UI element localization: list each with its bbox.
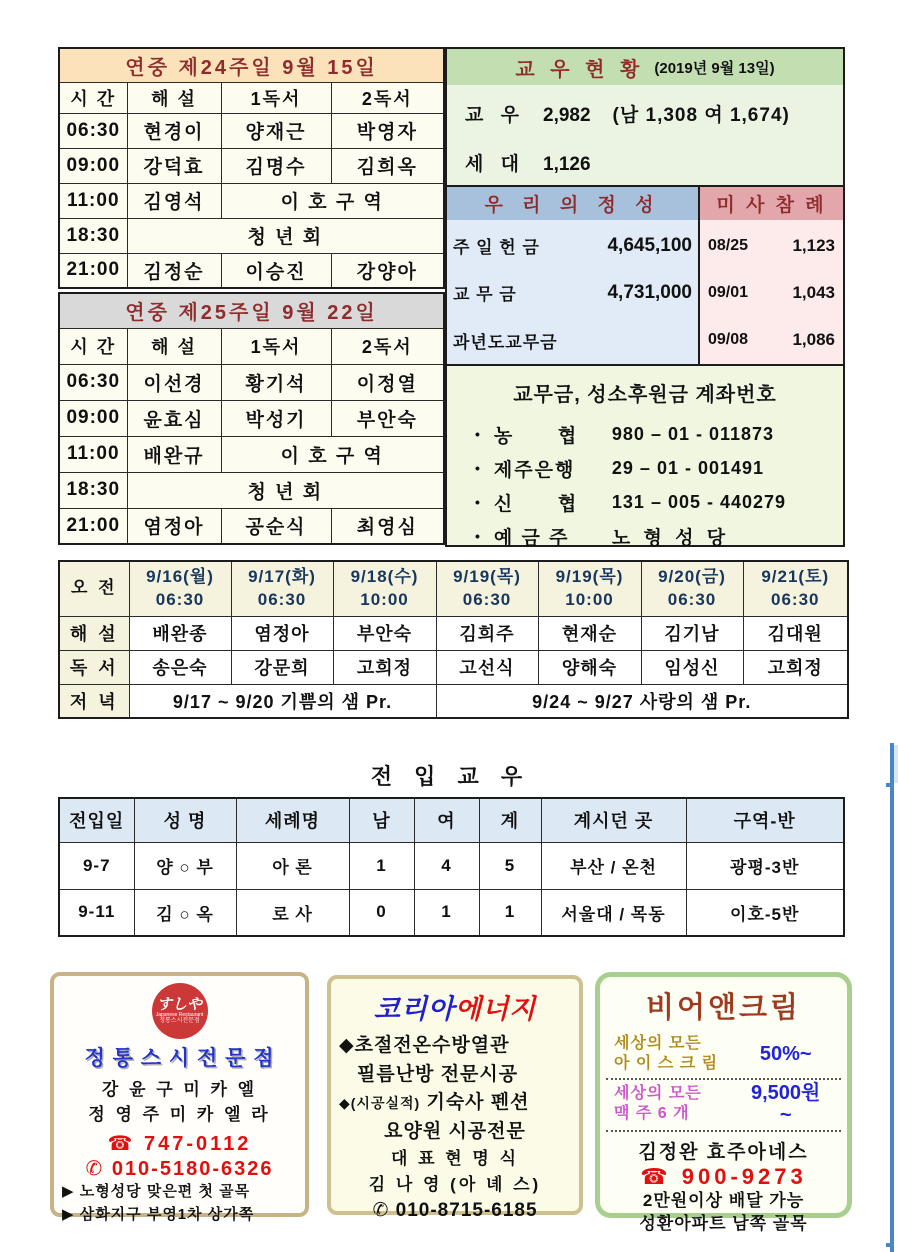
mass-time: 09:00 bbox=[59, 400, 127, 436]
beer-phone: ☎ 900-9273 bbox=[640, 1164, 807, 1189]
day-time: 10:00 bbox=[565, 589, 614, 609]
table-row bbox=[59, 889, 844, 936]
table-row bbox=[59, 684, 848, 718]
offering-label: 교 무 금 bbox=[453, 285, 517, 305]
bank-account-title: 교무금, 성소후원금 계좌번호 bbox=[513, 384, 777, 406]
col-header-reading1: 1독서 bbox=[221, 328, 331, 364]
parish-status-title: 교 우 현 황 bbox=[515, 58, 645, 81]
row-label-commentator: 해 설 bbox=[59, 616, 129, 650]
total-count: 5 bbox=[479, 842, 541, 889]
commentator-name: 배완종 bbox=[129, 616, 231, 650]
beer-price-tilde: ~ bbox=[779, 1104, 792, 1126]
day-date: 9/19(목) bbox=[453, 566, 521, 586]
energy-ceo-2: 김 나 영 (아 녜 스) bbox=[368, 1174, 542, 1194]
bank-account-box bbox=[445, 364, 845, 547]
bank-name: 제주은행 bbox=[493, 459, 576, 481]
group-name: 청 년 회 bbox=[127, 472, 444, 508]
ad-korea-energy bbox=[327, 975, 583, 1221]
beer-note-1: 2만원이상 배달 가능 bbox=[642, 1191, 805, 1210]
day-date: 9/20(금) bbox=[658, 566, 726, 586]
mass-time: 18:30 bbox=[59, 472, 127, 508]
table-row bbox=[59, 436, 444, 472]
sushi-logo-subtext-kr: 정통스시전문점 bbox=[159, 1018, 200, 1025]
day-time: 06:30 bbox=[155, 589, 205, 609]
bank-account-row bbox=[447, 485, 843, 519]
commentator-name: 김기남 bbox=[641, 616, 743, 650]
parish-status-box bbox=[445, 47, 845, 185]
group-name: 이 호 구 역 bbox=[221, 436, 444, 472]
reader1-name: 박성기 bbox=[221, 400, 331, 436]
reader1-name: 양재근 bbox=[221, 113, 331, 148]
mass-table-week25-title: 연중 제25주일 9월 22일 bbox=[59, 293, 444, 328]
evening-schedule: 9/17 ~ 9/20 기쁨의 샘 Pr. bbox=[129, 684, 436, 718]
energy-service-2: 필름난방 전문시공 bbox=[357, 1063, 519, 1085]
energy-service-3-main: 기숙사 펜션 bbox=[420, 1092, 530, 1113]
attendance-box bbox=[698, 185, 845, 366]
table-row bbox=[59, 253, 444, 288]
commentator-name: 부안숙 bbox=[333, 616, 436, 650]
previous-place: 서울대 / 목동 bbox=[541, 889, 686, 936]
energy-service-3 bbox=[331, 1089, 579, 1118]
col-header-district: 구역-반 bbox=[686, 798, 844, 842]
commentator-name: 염정아 bbox=[231, 616, 333, 650]
commentator-name: 강덕효 bbox=[127, 148, 221, 183]
cropped-table-edge bbox=[890, 743, 894, 1252]
attendance-count: 1,123 bbox=[792, 235, 835, 255]
day-time: 06:30 bbox=[462, 589, 512, 609]
reader2-name: 박영자 bbox=[331, 113, 444, 148]
reader1-name: 이승진 bbox=[221, 253, 331, 288]
beer-offer-beer-line1: 세상의 모든 bbox=[614, 1085, 702, 1102]
day-date: 9/17(화) bbox=[248, 566, 316, 586]
day-date: 9/21(토) bbox=[761, 566, 830, 586]
offering-body bbox=[447, 220, 698, 366]
sushi-phone-1: ☎ 747-0112 bbox=[107, 1133, 252, 1156]
beer-offer-beer-line2: 맥 주 6 개 bbox=[614, 1105, 690, 1122]
members-line bbox=[465, 100, 843, 127]
reader1-name: 황기석 bbox=[221, 364, 331, 400]
mass-time: 21:00 bbox=[59, 508, 127, 544]
col-header-total: 계 bbox=[479, 798, 541, 842]
transfer-table bbox=[58, 797, 845, 937]
member-name: 김 ○ 옥 bbox=[134, 889, 236, 936]
group-name: 청 년 회 bbox=[127, 218, 444, 253]
beer-price-value: 9,500원 bbox=[751, 1082, 821, 1104]
account-number: 131 – 005 - 440279 bbox=[611, 491, 787, 512]
mass-time: 06:30 bbox=[59, 364, 127, 400]
energy-service-3-prefix: ◆(시공실적) bbox=[339, 1095, 421, 1111]
table-row bbox=[59, 183, 444, 218]
col-header-time: 시 간 bbox=[59, 328, 127, 364]
offering-row bbox=[453, 233, 692, 258]
day-date: 9/19(목) bbox=[555, 566, 624, 586]
offering-title: 우 리 의 정 성 bbox=[447, 187, 698, 220]
reader1-name: 공순식 bbox=[221, 508, 331, 544]
member-name: 양 ○ 부 bbox=[134, 842, 236, 889]
day-time: 10:00 bbox=[360, 589, 409, 609]
transfer-date: 9-11 bbox=[59, 889, 134, 936]
table-row bbox=[59, 218, 444, 253]
account-holder-name: 노 형 성 당 bbox=[611, 527, 730, 549]
attendance-count: 1,086 bbox=[792, 330, 835, 350]
bullet-icon: • bbox=[475, 494, 480, 510]
beer-offer-icecream-line2: 아 이 스 크 림 bbox=[614, 1055, 719, 1072]
sushi-owner-1: 강 윤 구 미 카 엘 bbox=[101, 1080, 258, 1099]
reader2-name: 부안숙 bbox=[331, 400, 444, 436]
attendance-date: 09/08 bbox=[708, 331, 749, 349]
day-header bbox=[129, 561, 231, 616]
parish-status-date: (2019년 9월 13일) bbox=[654, 59, 775, 77]
attendance-row bbox=[708, 236, 835, 256]
sushi-direction-1: ▶ 노형성당 맞은편 첫 골목 bbox=[62, 1183, 251, 1201]
attendance-row bbox=[708, 283, 835, 303]
col-header-name: 성 명 bbox=[134, 798, 236, 842]
day-date: 9/16(월) bbox=[146, 566, 214, 586]
table-row bbox=[59, 113, 444, 148]
table-row bbox=[59, 842, 844, 889]
row-label-morning: 오 전 bbox=[59, 561, 129, 616]
day-header bbox=[231, 561, 333, 616]
day-header bbox=[333, 561, 436, 616]
col-header-female: 여 bbox=[414, 798, 479, 842]
commentator-name: 김대원 bbox=[743, 616, 848, 650]
mass-time: 18:30 bbox=[59, 218, 127, 253]
commentator-name: 현경이 bbox=[127, 113, 221, 148]
beer-ad-title: 비어앤크림 bbox=[645, 992, 802, 1024]
energy-title-korea: 코리아 bbox=[373, 994, 455, 1024]
cropped-table-notch bbox=[886, 1243, 894, 1247]
households-label: 세 대 bbox=[465, 154, 525, 175]
table-row bbox=[59, 472, 444, 508]
table-row bbox=[59, 364, 444, 400]
commentator-name: 이선경 bbox=[127, 364, 221, 400]
transfer-date: 9-7 bbox=[59, 842, 134, 889]
col-header-transfer-date: 전입일 bbox=[59, 798, 134, 842]
male-count: 0 bbox=[349, 889, 414, 936]
reader-name: 임성신 bbox=[641, 650, 743, 684]
beer-offer-icecream-line1: 세상의 모든 bbox=[614, 1035, 702, 1052]
energy-phone: ✆ 010-8715-6185 bbox=[372, 1200, 538, 1221]
offering-value: 4,731,000 bbox=[607, 281, 692, 303]
beer-offer-icecream-price: 50%~ bbox=[759, 1043, 812, 1065]
bank-name: 농 협 bbox=[493, 425, 579, 447]
day-header bbox=[538, 561, 641, 616]
attendance-body bbox=[700, 220, 843, 366]
male-count: 1 bbox=[349, 842, 414, 889]
table-row bbox=[59, 148, 444, 183]
district-class: 광평-3반 bbox=[686, 842, 844, 889]
mass-table-week25 bbox=[58, 292, 445, 545]
ad-beer-and-cream bbox=[595, 972, 852, 1233]
offering-row bbox=[453, 280, 692, 305]
attendance-date: 09/01 bbox=[708, 283, 749, 301]
mass-time: 11:00 bbox=[59, 183, 127, 218]
row-label-evening: 저 녁 bbox=[59, 684, 129, 718]
commentator-name: 현재순 bbox=[538, 616, 641, 650]
energy-service-4: 요양원 시공전문 bbox=[384, 1120, 526, 1142]
transfer-section-title: 전 입 교 우 bbox=[370, 764, 531, 789]
reader-name: 고희정 bbox=[743, 650, 848, 684]
ad-sushi-restaurant bbox=[50, 972, 309, 1223]
day-time: 06:30 bbox=[771, 589, 820, 609]
reader-name: 송은숙 bbox=[129, 650, 231, 684]
col-header-previous-place: 계시던 곳 bbox=[541, 798, 686, 842]
table-row bbox=[59, 508, 444, 544]
divider bbox=[606, 1130, 841, 1132]
table-row bbox=[59, 616, 848, 650]
col-header-baptismal-name: 세례명 bbox=[236, 798, 349, 842]
account-number: 980 – 01 - 011873 bbox=[611, 423, 775, 444]
reader1-name: 김명수 bbox=[221, 148, 331, 183]
commentator-name: 김정순 bbox=[127, 253, 221, 288]
commentator-name: 김희주 bbox=[436, 616, 538, 650]
baptismal-name: 로 사 bbox=[236, 889, 349, 936]
reader2-name: 이정열 bbox=[331, 364, 444, 400]
sushi-phone-2: ✆ 010-5180-6326 bbox=[85, 1158, 274, 1181]
account-holder-label: 예 금 주 bbox=[493, 527, 570, 549]
reader-name: 고희정 bbox=[333, 650, 436, 684]
commentator-name: 윤효심 bbox=[127, 400, 221, 436]
district-class: 이호-5반 bbox=[686, 889, 844, 936]
energy-ad-title bbox=[331, 987, 579, 1026]
mass-time: 06:30 bbox=[59, 113, 127, 148]
members-detail: (남 1,308 여 1,674) bbox=[612, 105, 790, 126]
parish-status-body bbox=[447, 85, 843, 195]
weekday-mass-table bbox=[58, 560, 849, 719]
reader2-name: 강양아 bbox=[331, 253, 444, 288]
female-count: 4 bbox=[414, 842, 479, 889]
attendance-row bbox=[708, 330, 835, 350]
energy-ceo-1: 대 표 현 명 식 bbox=[390, 1149, 519, 1168]
beer-offer-beer-label bbox=[614, 1084, 734, 1124]
sushi-ad-title: 정 통 스 시 전 문 점 bbox=[84, 1047, 275, 1070]
evening-schedule: 9/24 ~ 9/27 사랑의 샘 Pr. bbox=[436, 684, 848, 718]
day-time: 06:30 bbox=[257, 589, 307, 609]
baptismal-name: 아 론 bbox=[236, 842, 349, 889]
beer-offer-icecream-label bbox=[614, 1034, 734, 1074]
sushi-direction-2: ▶ 삼화지구 부영1차 상가쪽 bbox=[62, 1205, 255, 1223]
day-date: 9/18(수) bbox=[350, 566, 419, 586]
col-header-reading2: 2독서 bbox=[331, 328, 444, 364]
col-header-commentator: 해 설 bbox=[127, 82, 221, 113]
bank-account-row bbox=[447, 451, 843, 485]
sushi-logo-text: すしや bbox=[156, 995, 202, 1013]
households-line bbox=[465, 149, 843, 176]
mass-table-week24-title: 연중 제24주일 9월 15일 bbox=[59, 48, 444, 82]
cropped-table-notch bbox=[886, 783, 894, 787]
reader-name: 강문희 bbox=[231, 650, 333, 684]
sushi-owner-2: 정 영 주 미 카 엘 라 bbox=[88, 1104, 271, 1124]
sushi-logo-icon bbox=[152, 983, 208, 1039]
mass-time: 11:00 bbox=[59, 436, 127, 472]
col-header-male: 남 bbox=[349, 798, 414, 842]
bullet-icon: • bbox=[475, 460, 480, 476]
col-header-reading2: 2독서 bbox=[331, 82, 444, 113]
commentator-name: 염정아 bbox=[127, 508, 221, 544]
attendance-title: 미 사 참 례 bbox=[700, 187, 843, 220]
bullet-icon: • bbox=[475, 426, 480, 442]
col-header-reading1: 1독서 bbox=[221, 82, 331, 113]
attendance-count: 1,043 bbox=[792, 282, 835, 302]
col-header-time: 시 간 bbox=[59, 82, 127, 113]
mass-time: 21:00 bbox=[59, 253, 127, 288]
table-row bbox=[59, 400, 444, 436]
day-header bbox=[743, 561, 848, 616]
offering-value: 4,645,100 bbox=[607, 234, 692, 256]
reader-name: 고선식 bbox=[436, 650, 538, 684]
day-header bbox=[641, 561, 743, 616]
offering-box bbox=[445, 185, 700, 366]
cropped-table-header-fill bbox=[894, 745, 898, 783]
mass-table-week24 bbox=[58, 47, 445, 289]
col-header-commentator: 해 설 bbox=[127, 328, 221, 364]
bullet-icon: • bbox=[475, 528, 480, 544]
row-label-reader: 독 서 bbox=[59, 650, 129, 684]
households-total: 1,126 bbox=[543, 154, 591, 175]
commentator-name: 김영석 bbox=[127, 183, 221, 218]
group-name: 이 호 구 역 bbox=[221, 183, 444, 218]
offering-label: 과년도교무금 bbox=[453, 332, 558, 352]
beer-owner: 김정완 효주아네스 bbox=[638, 1142, 809, 1163]
commentator-name: 배완규 bbox=[127, 436, 221, 472]
energy-service-1: ◆초절전온수방열관 bbox=[339, 1035, 510, 1056]
beer-offer-beer bbox=[600, 1080, 847, 1130]
total-count: 1 bbox=[479, 889, 541, 936]
account-number: 29 – 01 - 001491 bbox=[611, 457, 765, 478]
offering-label: 주 일 헌 금 bbox=[453, 238, 540, 258]
bank-name: 신 협 bbox=[493, 493, 579, 515]
members-total: 2,982 bbox=[543, 105, 591, 126]
female-count: 1 bbox=[414, 889, 479, 936]
reader2-name: 최영심 bbox=[331, 508, 444, 544]
energy-title-energy: 에너지 bbox=[455, 994, 537, 1024]
beer-note-2: 성환아파트 남쪽 골목 bbox=[639, 1213, 808, 1233]
bank-account-row bbox=[447, 417, 843, 451]
day-header bbox=[436, 561, 538, 616]
mass-time: 09:00 bbox=[59, 148, 127, 183]
parish-status-header bbox=[447, 49, 843, 85]
table-row bbox=[59, 650, 848, 684]
sushi-logo-subtext-en: Japanese Restaurant bbox=[155, 1011, 204, 1018]
reader-name: 양해숙 bbox=[538, 650, 641, 684]
attendance-date: 08/25 bbox=[708, 236, 749, 254]
day-time: 06:30 bbox=[667, 589, 717, 609]
beer-offer-beer-price bbox=[734, 1082, 837, 1126]
previous-place: 부산 / 온천 bbox=[541, 842, 686, 889]
offering-row bbox=[453, 328, 692, 353]
reader2-name: 김희옥 bbox=[331, 148, 444, 183]
members-label: 교 우 bbox=[465, 105, 525, 126]
bank-account-row bbox=[447, 519, 843, 553]
beer-offer-icecream bbox=[600, 1032, 847, 1078]
